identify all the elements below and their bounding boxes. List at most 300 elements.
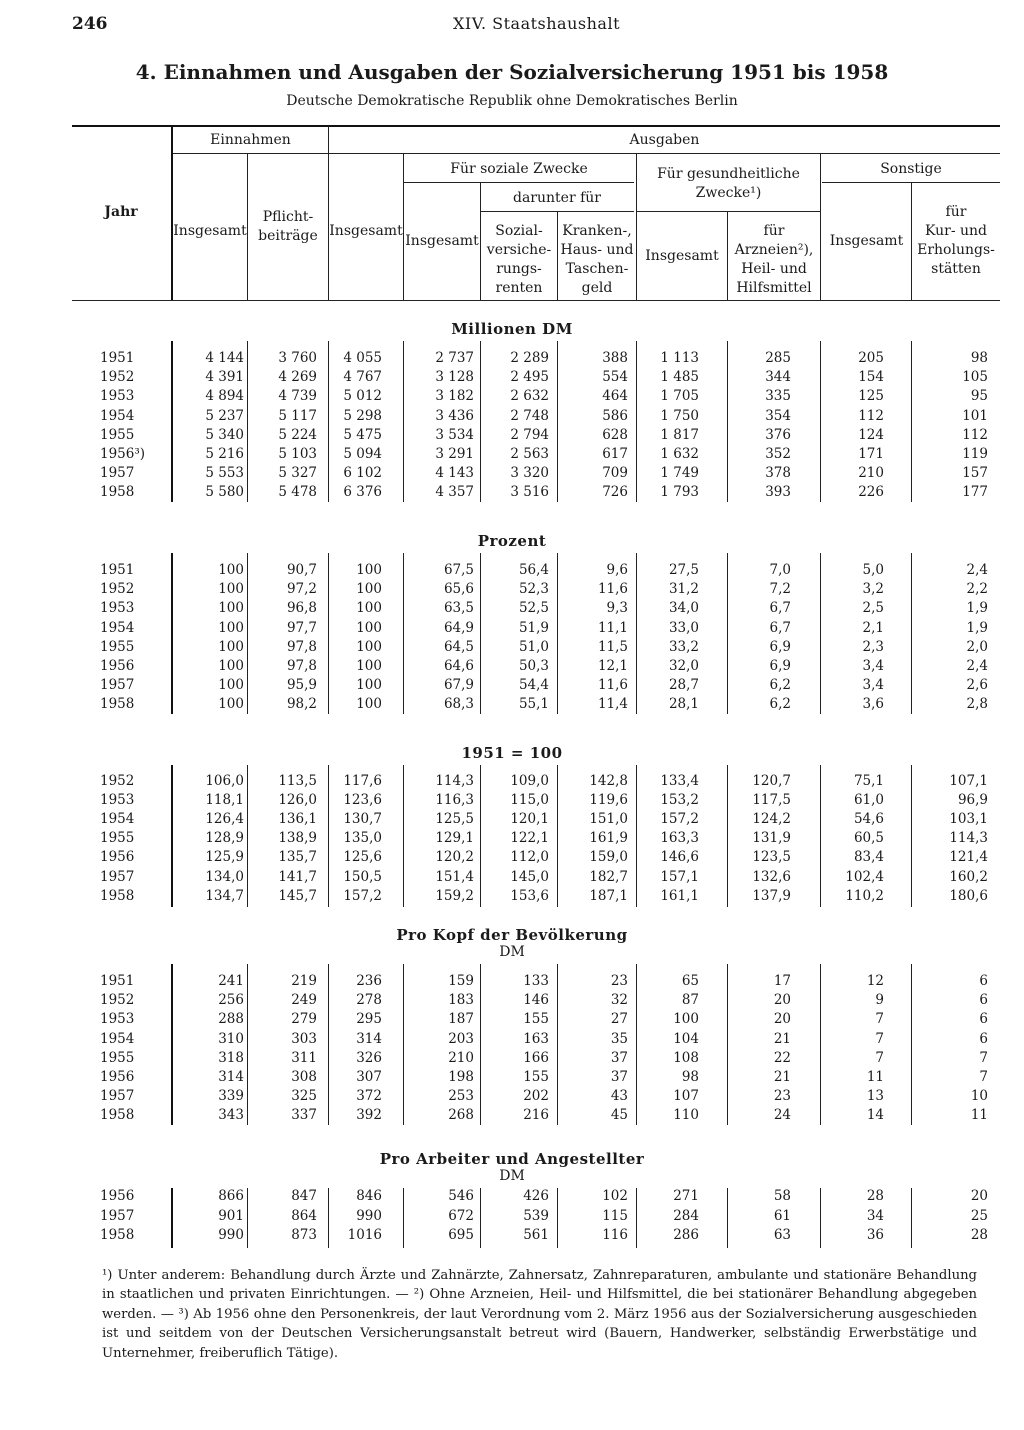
table-cell: 115 [602, 1207, 628, 1224]
table-cell: 123,6 [343, 792, 382, 809]
table-cell: 325 [291, 1088, 317, 1105]
section-title: Prozent [477, 532, 547, 550]
header-kur [912, 203, 1000, 279]
table-row [0, 1208, 1024, 1227]
table-cell: 96,8 [286, 600, 317, 617]
table-row [0, 973, 1024, 992]
table-cell: 65,6 [443, 581, 474, 598]
header-renten-line: versiche- [486, 242, 552, 258]
table-cell: 100 [356, 658, 382, 674]
table-cell: 586 [602, 407, 628, 424]
row-year: 1958 [100, 484, 135, 501]
table-cell: 1,9 [966, 619, 988, 636]
table-cell: 1,9 [966, 600, 988, 617]
table-cell: 32 [610, 992, 628, 1009]
row-year: 1956 [100, 1188, 135, 1204]
table-cell: 372 [356, 1088, 382, 1105]
table-cell: 100 [356, 581, 382, 598]
table-cell: 4 391 [205, 369, 244, 386]
table-cell: 37 [610, 1049, 628, 1066]
table-cell: 539 [523, 1207, 549, 1224]
table-cell: 4 357 [435, 484, 474, 501]
row-year: 1957 [100, 677, 135, 694]
table-row [0, 830, 1024, 849]
row-year: 1951 [100, 973, 135, 989]
table-cell: 151,4 [435, 868, 474, 885]
table-cell: 11,6 [597, 677, 628, 694]
table-cell: 125,9 [205, 849, 244, 866]
table-cell: 112 [962, 426, 988, 443]
table-row [0, 1031, 1024, 1050]
table-cell: 35 [610, 1030, 628, 1047]
table-cell: 51,9 [518, 619, 549, 636]
table-cell: 90,7 [286, 562, 317, 578]
table-cell: 107,1 [949, 773, 988, 789]
table-cell: 617 [602, 446, 628, 462]
table-cell: 561 [523, 1227, 549, 1243]
table-cell: 129,1 [435, 830, 474, 847]
table-cell: 210 [858, 465, 884, 482]
table-cell: 2,6 [966, 677, 988, 694]
table-cell: 11,4 [597, 696, 628, 713]
row-year: 1956 [100, 849, 135, 866]
table-cell: 55,1 [518, 696, 549, 713]
table-cell: 103,1 [949, 811, 988, 828]
table-cell: 120,7 [752, 773, 791, 789]
table-cell: 5 298 [343, 407, 382, 424]
table-cell: 98 [970, 350, 988, 366]
table-cell: 97,7 [286, 619, 317, 636]
table-cell: 125,6 [343, 849, 382, 866]
table-cell: 43 [610, 1088, 628, 1105]
header-kur-line: Erholungs- [917, 242, 995, 258]
col-divider [820, 154, 821, 300]
table-cell: 307 [356, 1069, 382, 1085]
table-cell: 3 534 [435, 426, 474, 443]
table-cell: 1 793 [660, 484, 699, 501]
header-arzneien-line: für [763, 223, 785, 239]
table-cell: 695 [448, 1227, 474, 1243]
table-row [0, 581, 1024, 600]
table-cell: 6,9 [769, 638, 791, 655]
table-cell: 98 [681, 1069, 699, 1085]
gesundheit-rule [637, 211, 820, 212]
table-row [0, 811, 1024, 830]
header-krankengeld-line: Taschen- [565, 261, 629, 277]
table-cell: 56,4 [518, 562, 549, 578]
header-kur-line: stätten [931, 261, 981, 277]
table-cell: 2 794 [510, 426, 549, 443]
table-cell: 236 [356, 973, 382, 989]
table-cell: 3 182 [435, 388, 474, 405]
table-cell: 115,0 [510, 792, 549, 809]
row-year: 1953 [100, 388, 135, 405]
table-cell: 6,2 [769, 677, 791, 694]
table-cell: 3 320 [510, 465, 549, 482]
table-row [0, 992, 1024, 1011]
table-cell: 63,5 [443, 600, 474, 617]
table-cell: 5,0 [862, 562, 884, 578]
table-cell: 116,3 [435, 792, 474, 809]
table-cell: 6 102 [343, 465, 382, 482]
row-year: 1956³) [100, 446, 146, 462]
row-year: 1951 [100, 562, 135, 578]
row-year: 1953 [100, 1011, 135, 1028]
row-year: 1952 [100, 581, 135, 598]
table-cell: 308 [291, 1069, 317, 1085]
table-cell: 54,6 [853, 811, 884, 828]
header-pflichtbeitraege-line: Pflicht- [262, 209, 314, 225]
table-cell: 100 [218, 619, 244, 636]
table-cell: 28,1 [668, 696, 699, 713]
table-cell: 130,7 [343, 811, 382, 828]
table-cell: 183 [448, 992, 474, 1009]
section-unit: DM [499, 944, 525, 960]
table-cell: 392 [356, 1107, 382, 1124]
table-cell: 45 [610, 1107, 628, 1124]
table-cell: 100 [218, 600, 244, 617]
table-row [0, 350, 1024, 369]
table-cell: 5 553 [205, 465, 244, 482]
row-year: 1954 [100, 407, 135, 424]
table-cell: 253 [448, 1088, 474, 1105]
header-jahr: Jahr [104, 204, 138, 220]
table-row [0, 562, 1024, 581]
table-cell: 216 [523, 1107, 549, 1124]
table-cell: 177 [962, 484, 988, 501]
table-cell: 303 [291, 1030, 317, 1047]
table-cell: 100 [673, 1011, 699, 1028]
table-row [0, 369, 1024, 388]
table-cell: 119 [962, 446, 988, 462]
table-cell: 1 632 [660, 446, 699, 462]
table-cell: 2,4 [966, 562, 988, 578]
table-cell: 2 632 [510, 388, 549, 405]
row-year: 1952 [100, 992, 135, 1009]
table-cell: 2 737 [435, 350, 474, 366]
table-cell: 52,3 [518, 581, 549, 598]
running-head: XIV. Staatshaushalt [453, 14, 620, 33]
table-cell: 133 [523, 973, 549, 989]
table-cell: 141,7 [278, 868, 317, 885]
table-cell: 155 [523, 1011, 549, 1028]
table-cell: 151,0 [589, 811, 628, 828]
table-cell: 100 [356, 696, 382, 713]
table-cell: 166 [523, 1049, 549, 1066]
table-cell: 100 [356, 619, 382, 636]
table-cell: 11,5 [597, 638, 628, 655]
table-cell: 7 [875, 1030, 884, 1047]
table-cell: 5 478 [278, 484, 317, 501]
table-cell: 68,3 [443, 696, 474, 713]
table-cell: 393 [765, 484, 791, 501]
table-row [0, 696, 1024, 715]
table-cell: 125 [858, 388, 884, 405]
table-cell: 11 [970, 1107, 988, 1124]
table-cell: 31,2 [668, 581, 699, 598]
ausgaben-rule [329, 153, 1000, 154]
section-title: 1951 = 100 [461, 744, 563, 762]
table-cell: 153,6 [510, 887, 549, 904]
table-cell: 83,4 [853, 849, 884, 866]
table-cell: 110,2 [845, 887, 884, 904]
table-subtitle: Deutsche Demokratische Republik ohne Demokratisches Berlin [286, 93, 738, 109]
header-sonstige: Sonstige [880, 161, 942, 177]
row-year: 1958 [100, 887, 135, 904]
table-cell: 95,9 [286, 677, 317, 694]
table-cell: 279 [291, 1011, 317, 1028]
table-cell: 7,2 [769, 581, 791, 598]
header-renten-line: Sozial- [495, 223, 543, 239]
header-kur-line: für [945, 204, 967, 220]
table-cell: 1 749 [660, 465, 699, 482]
table-cell: 335 [765, 388, 791, 405]
table-row [0, 465, 1024, 484]
table-cell: 112 [858, 407, 884, 424]
page-number: 246 [72, 14, 108, 34]
header-gesundheit-line: Zwecke¹) [695, 185, 762, 201]
table-cell: 131,9 [752, 830, 791, 847]
table-cell: 100 [218, 658, 244, 674]
header-soziale-insgesamt: Insgesamt [405, 233, 479, 249]
table-cell: 726 [602, 484, 628, 501]
table-cell: 12,1 [597, 658, 628, 674]
table-cell: 6 [979, 1011, 988, 1028]
table-cell: 2 495 [510, 369, 549, 386]
table-cell: 1 705 [660, 388, 699, 405]
table-cell: 136,1 [278, 811, 317, 828]
table-cell: 205 [858, 350, 884, 366]
table-cell: 198 [448, 1069, 474, 1085]
table-cell: 137,9 [752, 887, 791, 904]
table-cell: 5 237 [205, 407, 244, 424]
table-cell: 376 [765, 426, 791, 443]
table-cell: 155 [523, 1069, 549, 1085]
table-cell: 100 [218, 696, 244, 713]
table-cell: 378 [765, 465, 791, 482]
row-year: 1957 [100, 1207, 135, 1224]
table-cell: 13 [866, 1088, 884, 1105]
table-cell: 116 [602, 1227, 628, 1243]
table-cell: 32,0 [668, 658, 699, 674]
table-cell: 6,2 [769, 696, 791, 713]
table-cell: 27 [610, 1011, 628, 1028]
table-cell: 61,0 [853, 792, 884, 809]
table-cell: 203 [448, 1030, 474, 1047]
table-cell: 52,5 [518, 600, 549, 617]
table-cell: 142,8 [589, 773, 628, 789]
table-cell: 11 [866, 1069, 884, 1085]
header-sonstige-insgesamt: Insgesamt [829, 233, 904, 249]
table-cell: 2,4 [966, 658, 988, 674]
table-cell: 5 216 [205, 446, 244, 462]
row-year: 1956 [100, 658, 135, 674]
row-year: 1954 [100, 1030, 135, 1047]
table-cell: 25 [970, 1207, 988, 1224]
table-cell: 23 [610, 973, 628, 989]
table-cell: 7 [875, 1049, 884, 1066]
header-kur-line: Kur- und [924, 223, 988, 239]
table-cell: 5 103 [278, 446, 317, 462]
table-cell: 4 767 [343, 369, 382, 386]
table-cell: 5 012 [343, 388, 382, 405]
table-cell: 7 [875, 1011, 884, 1028]
footnotes [102, 1266, 977, 1363]
table-cell: 2 748 [510, 407, 549, 424]
table-cell: 9,3 [606, 600, 628, 617]
table-row [0, 620, 1024, 639]
table-cell: 96,9 [957, 792, 988, 809]
table-cell: 126,0 [278, 792, 317, 809]
table-cell: 132,6 [752, 868, 791, 885]
table-row [0, 1050, 1024, 1069]
table-cell: 125,5 [435, 811, 474, 828]
header-ausgaben-insgesamt: Insgesamt [329, 223, 403, 239]
table-cell: 146 [523, 992, 549, 1009]
table-cell: 67,5 [443, 562, 474, 578]
row-year: 1957 [100, 1088, 135, 1105]
table-cell: 120,1 [510, 811, 549, 828]
table-cell: 157,2 [660, 811, 699, 828]
table-cell: 113,5 [278, 773, 317, 789]
table-cell: 133,4 [660, 773, 699, 789]
table-cell: 180,6 [949, 887, 988, 904]
table-cell: 1016 [347, 1227, 382, 1243]
table-cell: 21 [773, 1069, 791, 1085]
table-cell: 63 [773, 1227, 791, 1243]
header-renten-line: renten [495, 280, 543, 296]
header-gesundheitliche-zwecke [637, 165, 820, 203]
header-krankengeld [558, 222, 636, 298]
table-cell: 3 760 [278, 350, 317, 366]
table-cell: 7 [979, 1069, 988, 1085]
header-pflichtbeitraege-line: beiträge [258, 228, 318, 244]
table-cell: 138,9 [278, 830, 317, 847]
table-cell: 102 [602, 1188, 628, 1204]
table-cell: 2,0 [966, 638, 988, 655]
table-cell: 171 [858, 446, 884, 462]
row-year: 1955 [100, 638, 135, 655]
table-cell: 120,2 [435, 849, 474, 866]
footnote-text: ¹) Unter anderem: Behandlung durch Ärzte und Zahnärzte, Zahnersatz, Zahnreparaturen, ambulante und stationäre Behandlung in staatlichen und privaten Einrichtungen. — ²) Ohne Arzneien, Heil- und Hilfsmittel, die bei stationärer Behandlung abgegeben werden. — ³) Ab 1956 ohne den Personenkreis, der laut Verordnung vom 2. März 1956 aus der Sozialversicherung ausgeschieden ist und seitdem von der Deutschen Versicherungsanstalt betreut wird (Bauern, Handwerker, selbständig Erwerbstätige und Unternehmer, freiberuflich Tätige). [102, 1268, 977, 1361]
table-cell: 107 [673, 1088, 699, 1105]
table-cell: 64,9 [443, 619, 474, 636]
header-pflichtbeitraege [248, 208, 328, 246]
table-cell: 51,0 [518, 638, 549, 655]
table-cell: 20 [773, 1011, 791, 1028]
table-cell: 28,7 [668, 677, 699, 694]
table-row [0, 1107, 1024, 1126]
table-cell: 28 [866, 1188, 884, 1204]
table-cell: 295 [356, 1011, 382, 1028]
table-cell: 1 750 [660, 407, 699, 424]
table-cell: 161,9 [589, 830, 628, 847]
table-cell: 3 291 [435, 446, 474, 462]
table-cell: 202 [523, 1088, 549, 1105]
table-cell: 4 894 [205, 388, 244, 405]
table-cell: 109,0 [510, 773, 549, 789]
table-row [0, 408, 1024, 427]
table-cell: 3 516 [510, 484, 549, 501]
header-arzneien-line: Heil- und [741, 261, 807, 277]
table-cell: 58 [773, 1188, 791, 1204]
table-cell: 22 [773, 1049, 791, 1066]
table-cell: 34,0 [668, 600, 699, 617]
table-cell: 256 [218, 992, 244, 1009]
table-cell: 5 580 [205, 484, 244, 501]
table-cell: 7 [979, 1049, 988, 1066]
header-gesundheit-insgesamt: Insgesamt [645, 248, 719, 264]
table-cell: 134,0 [205, 868, 244, 885]
section-title: Pro Arbeiter und Angestellter [379, 1150, 645, 1168]
section-unit: DM [499, 1168, 525, 1184]
table-cell: 990 [218, 1227, 244, 1243]
table-cell: 7,0 [769, 562, 791, 578]
row-year: 1958 [100, 696, 135, 713]
table-cell: 100 [356, 638, 382, 655]
table-cell: 314 [218, 1069, 244, 1085]
table-cell: 352 [765, 446, 791, 462]
table-cell: 5 094 [343, 446, 382, 462]
table-cell: 285 [765, 350, 791, 366]
table-cell: 100 [218, 562, 244, 578]
table-cell: 20 [970, 1188, 988, 1204]
table-cell: 123,5 [752, 849, 791, 866]
table-cell: 271 [673, 1188, 699, 1204]
table-row [0, 1227, 1024, 1246]
stub-divider [171, 126, 173, 300]
table-cell: 344 [765, 369, 791, 386]
table-cell: 628 [602, 426, 628, 443]
header-darunter-fuer: darunter für [513, 190, 601, 206]
table-cell: 5 224 [278, 426, 317, 443]
row-year: 1952 [100, 773, 135, 789]
header-krankengeld-line: geld [581, 280, 613, 296]
header-einnahmen-insgesamt: Insgesamt [173, 223, 247, 239]
header-arzneien-line: Hilfsmittel [736, 280, 812, 296]
table-cell: 87 [681, 992, 699, 1009]
table-row [0, 1088, 1024, 1107]
row-year: 1955 [100, 830, 135, 847]
table-cell: 9,6 [606, 562, 628, 578]
table-cell: 34 [866, 1207, 884, 1224]
header-sozialversicherungsrenten [481, 222, 557, 298]
table-row [0, 677, 1024, 696]
table-cell: 388 [602, 350, 628, 366]
table-cell: 128,9 [205, 830, 244, 847]
table-row [0, 869, 1024, 888]
table-cell: 27,5 [668, 562, 699, 578]
table-cell: 4 739 [278, 388, 317, 405]
col-divider [328, 126, 329, 300]
table-cell: 159 [448, 973, 474, 989]
table-cell: 5 340 [205, 426, 244, 443]
table-row [0, 849, 1024, 868]
table-cell: 159,2 [435, 887, 474, 904]
table-cell: 182,7 [589, 868, 628, 885]
table-cell: 105 [962, 369, 988, 386]
table-cell: 1 113 [660, 350, 699, 366]
table-cell: 100 [356, 562, 382, 578]
table-cell: 17 [773, 973, 791, 989]
table-cell: 278 [356, 992, 382, 1009]
table-cell: 14 [866, 1107, 884, 1124]
header-arzneien [728, 222, 820, 298]
table-row [0, 1188, 1024, 1207]
table-cell: 108 [673, 1049, 699, 1066]
table-cell: 2,5 [862, 600, 884, 617]
row-year: 1954 [100, 811, 135, 828]
